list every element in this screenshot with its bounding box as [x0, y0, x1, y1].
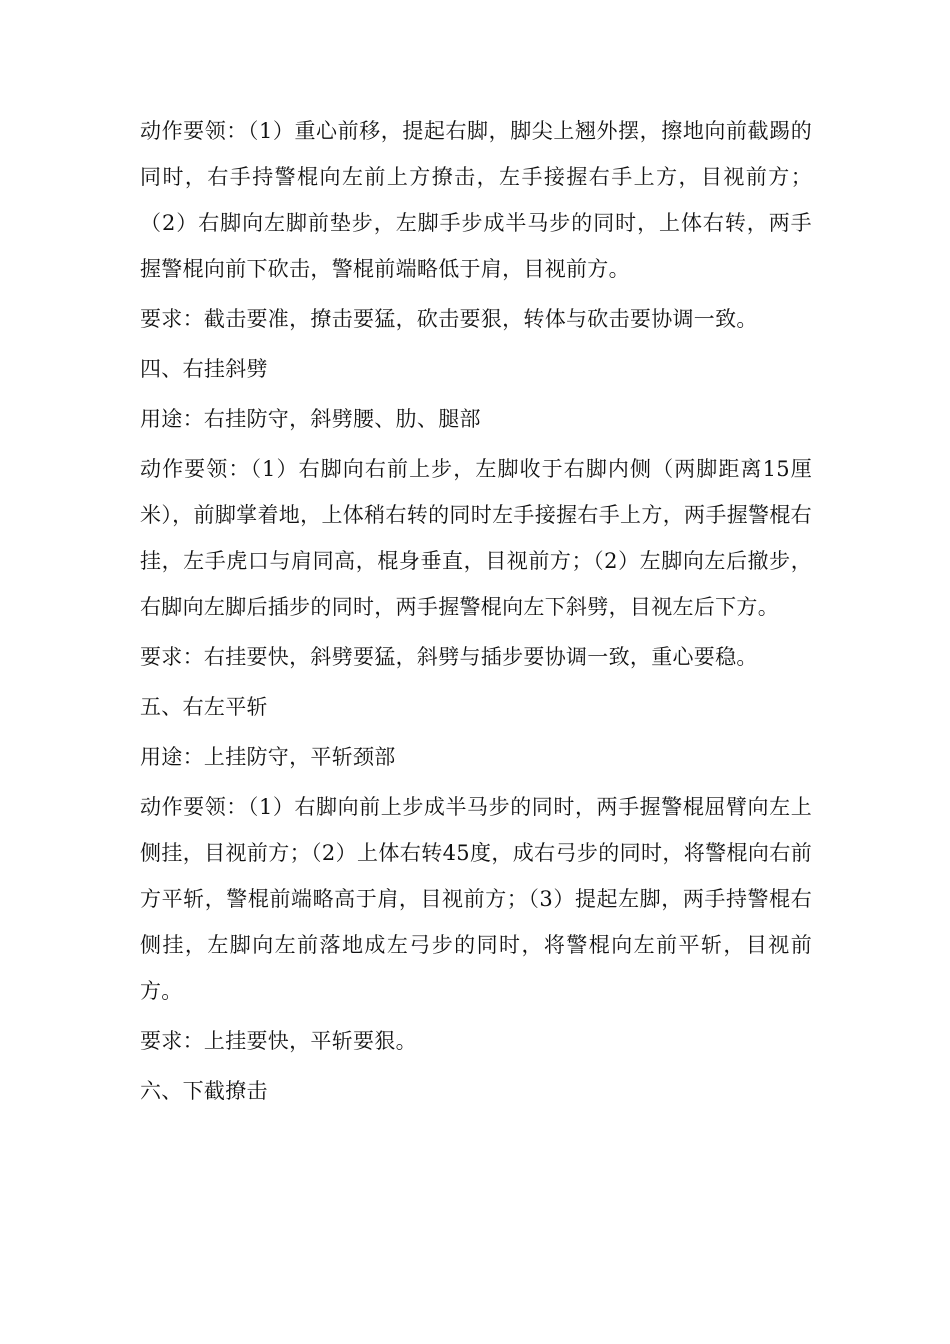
- document-body: [140, 108, 812, 1118]
- paragraph-usage-5: 用途：上挂防守，平斩颈部: [140, 745, 396, 769]
- paragraph-requirements-4: 要求：右挂要快，斜劈要猛，斜劈与插步要协调一致，重心要稳。: [140, 645, 758, 669]
- section-heading-5: 五、右左平斩: [140, 695, 268, 719]
- paragraph-requirements-5: 要求：上挂要快，平斩要狠。: [140, 1029, 417, 1053]
- paragraph-movement-essentials-4: 动作要领：（1）右脚向右前上步，左脚收于右脚内侧（两脚距离15厘米），前脚掌着地，上体稍右转的同时左手接握右手上方，两手握警棍右挂，左手虎口与肩同高，棍身垂直，目视前方；（2）左脚向左后撤步，右脚向左脚后插步的同时，两手握警棍向左下斜劈，目视左后下方。: [140, 457, 812, 619]
- section-heading-4: 四、右挂斜劈: [140, 357, 268, 381]
- paragraph-movement-essentials-3: 动作要领：（1）重心前移，提起右脚，脚尖上翘外摆，擦地向前截踢的同时，右手持警棍向左前上方撩击，左手接握右手上方，目视前方；（2）右脚向左脚前垫步，左脚手步成半马步的同时，上体右转，两手握警棍向前下砍击，警棍前端略低于肩，目视前方。: [140, 119, 812, 281]
- paragraph-usage-4: 用途：右挂防守，斜劈腰、肋、腿部: [140, 407, 481, 431]
- section-heading-6: 六、下截撩击: [140, 1079, 268, 1103]
- paragraph-requirements-3: 要求：截击要准，撩击要猛，砍击要狠，转体与砍击要协调一致。: [140, 307, 758, 331]
- paragraph-movement-essentials-5: 动作要领：（1）右脚向前上步成半马步的同时，两手握警棍屈臂向左上侧挂，目视前方；（2）上体右转45度，成右弓步的同时，将警棍向右前方平斩，警棍前端略高于肩，目视前方；（3）提起左脚，两手持警棍右侧挂，左脚向左前落地成左弓步的同时，将警棍向左前平斩，目视前方。: [140, 795, 812, 1003]
